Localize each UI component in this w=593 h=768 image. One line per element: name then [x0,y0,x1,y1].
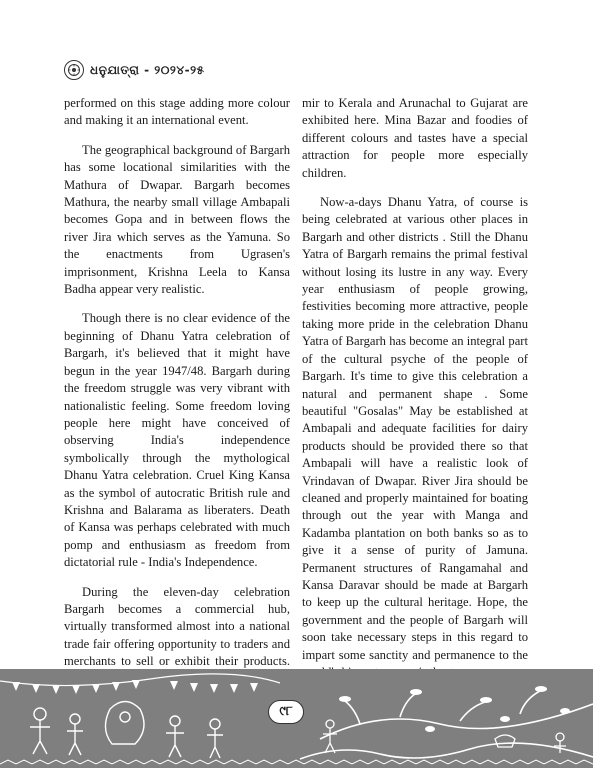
emblem-icon [67,63,81,77]
paragraph: Though there is no clear evidence of the beginning of Dhanu Yatra celebration of Bargarh, it's believed that it might have begun in the year 1947/48. Bargarh during the freedom struggle was very vibrant with nationalistic feeling. Some freedom loving people here might have conceived of observing India's independence symbolically through the mythological Dhanu Yatra celebration. Cruel King Kansa as the symbol of autocratic British rule and Krishna and Balarama as liberaters. Death of Kansa was perhaps celebrated with much pomp and enthusiasm as freedom from dictatorial rule - India's Independence. [64,311,290,570]
emblem-logo [64,60,84,80]
magazine-title: ଧନୁଯାତ୍ରା - ୨୦୨୪-୨୫ [90,62,205,77]
page-header [64,60,205,80]
paragraph: performed on this stage adding more colour and making it an international event. [64,96,290,128]
paragraph: The geographical background of Bargarh has some locational similarities with the Mathura of Dwapar. Bargarh becomes Mathura, the nearby small village Ambapali becomes Gopa and in between flows the river Jira which serves as the Yamuna. So the enactments from Ugrasen's imprisonment, Krishna Leela to Kansa Badha appear very realistic. [64,142,290,297]
paragraph: Now-a-days Dhanu Yatra, of course is being celebrated at various other places in Bargarh and other districts . Still the Dhanu Yatra of Bargarh remains the primal festival without losing its lustre in any way. Every year enthusiasm of people growing, festivities becoming more attractive, people taking more pride in the celebration Dhanu Yatra of Bargarh has become an integral part of the cultural psyche of the people of Bargarh. It's time to give this celebration a natural and permanent shape . Some beautiful "Gosalas" May be established at Ambapali and adequate facilities for dairy products should be provided there so that Ambapali will have a realistic look of Vrindavan of Dwapar. River Jira should be cleaned and properly maintained for boating through out the year with Manga and Kadamba plantation on both banks so as to give it a sense of purity of Jamuna. Permanent structures of Rangamahal and Kansa Daravar should be made at Bargarh to keep up the cultural heritage. Hope, the government and the people of Bargarh will soon take necessary steps in this regard to impart some sanctity and permanence to the [302,195,528,662]
left-column [64,95,290,717]
paragraph: During the eleven-day celebration Bargarh becomes a commercial hub, virtually transformed almost into a national trade fair offering opportunity to traders and merchants to sell or exhibit their products. [64,584,290,669]
paragraph: mir to Kerala and Arunachal to Gujarat are exhibited here. Mina Bazar and foodies of different colours and tastes have a special attraction for people more especially children. [302,96,528,180]
page-number: ୯୮ [268,700,304,724]
right-column [302,95,528,693]
